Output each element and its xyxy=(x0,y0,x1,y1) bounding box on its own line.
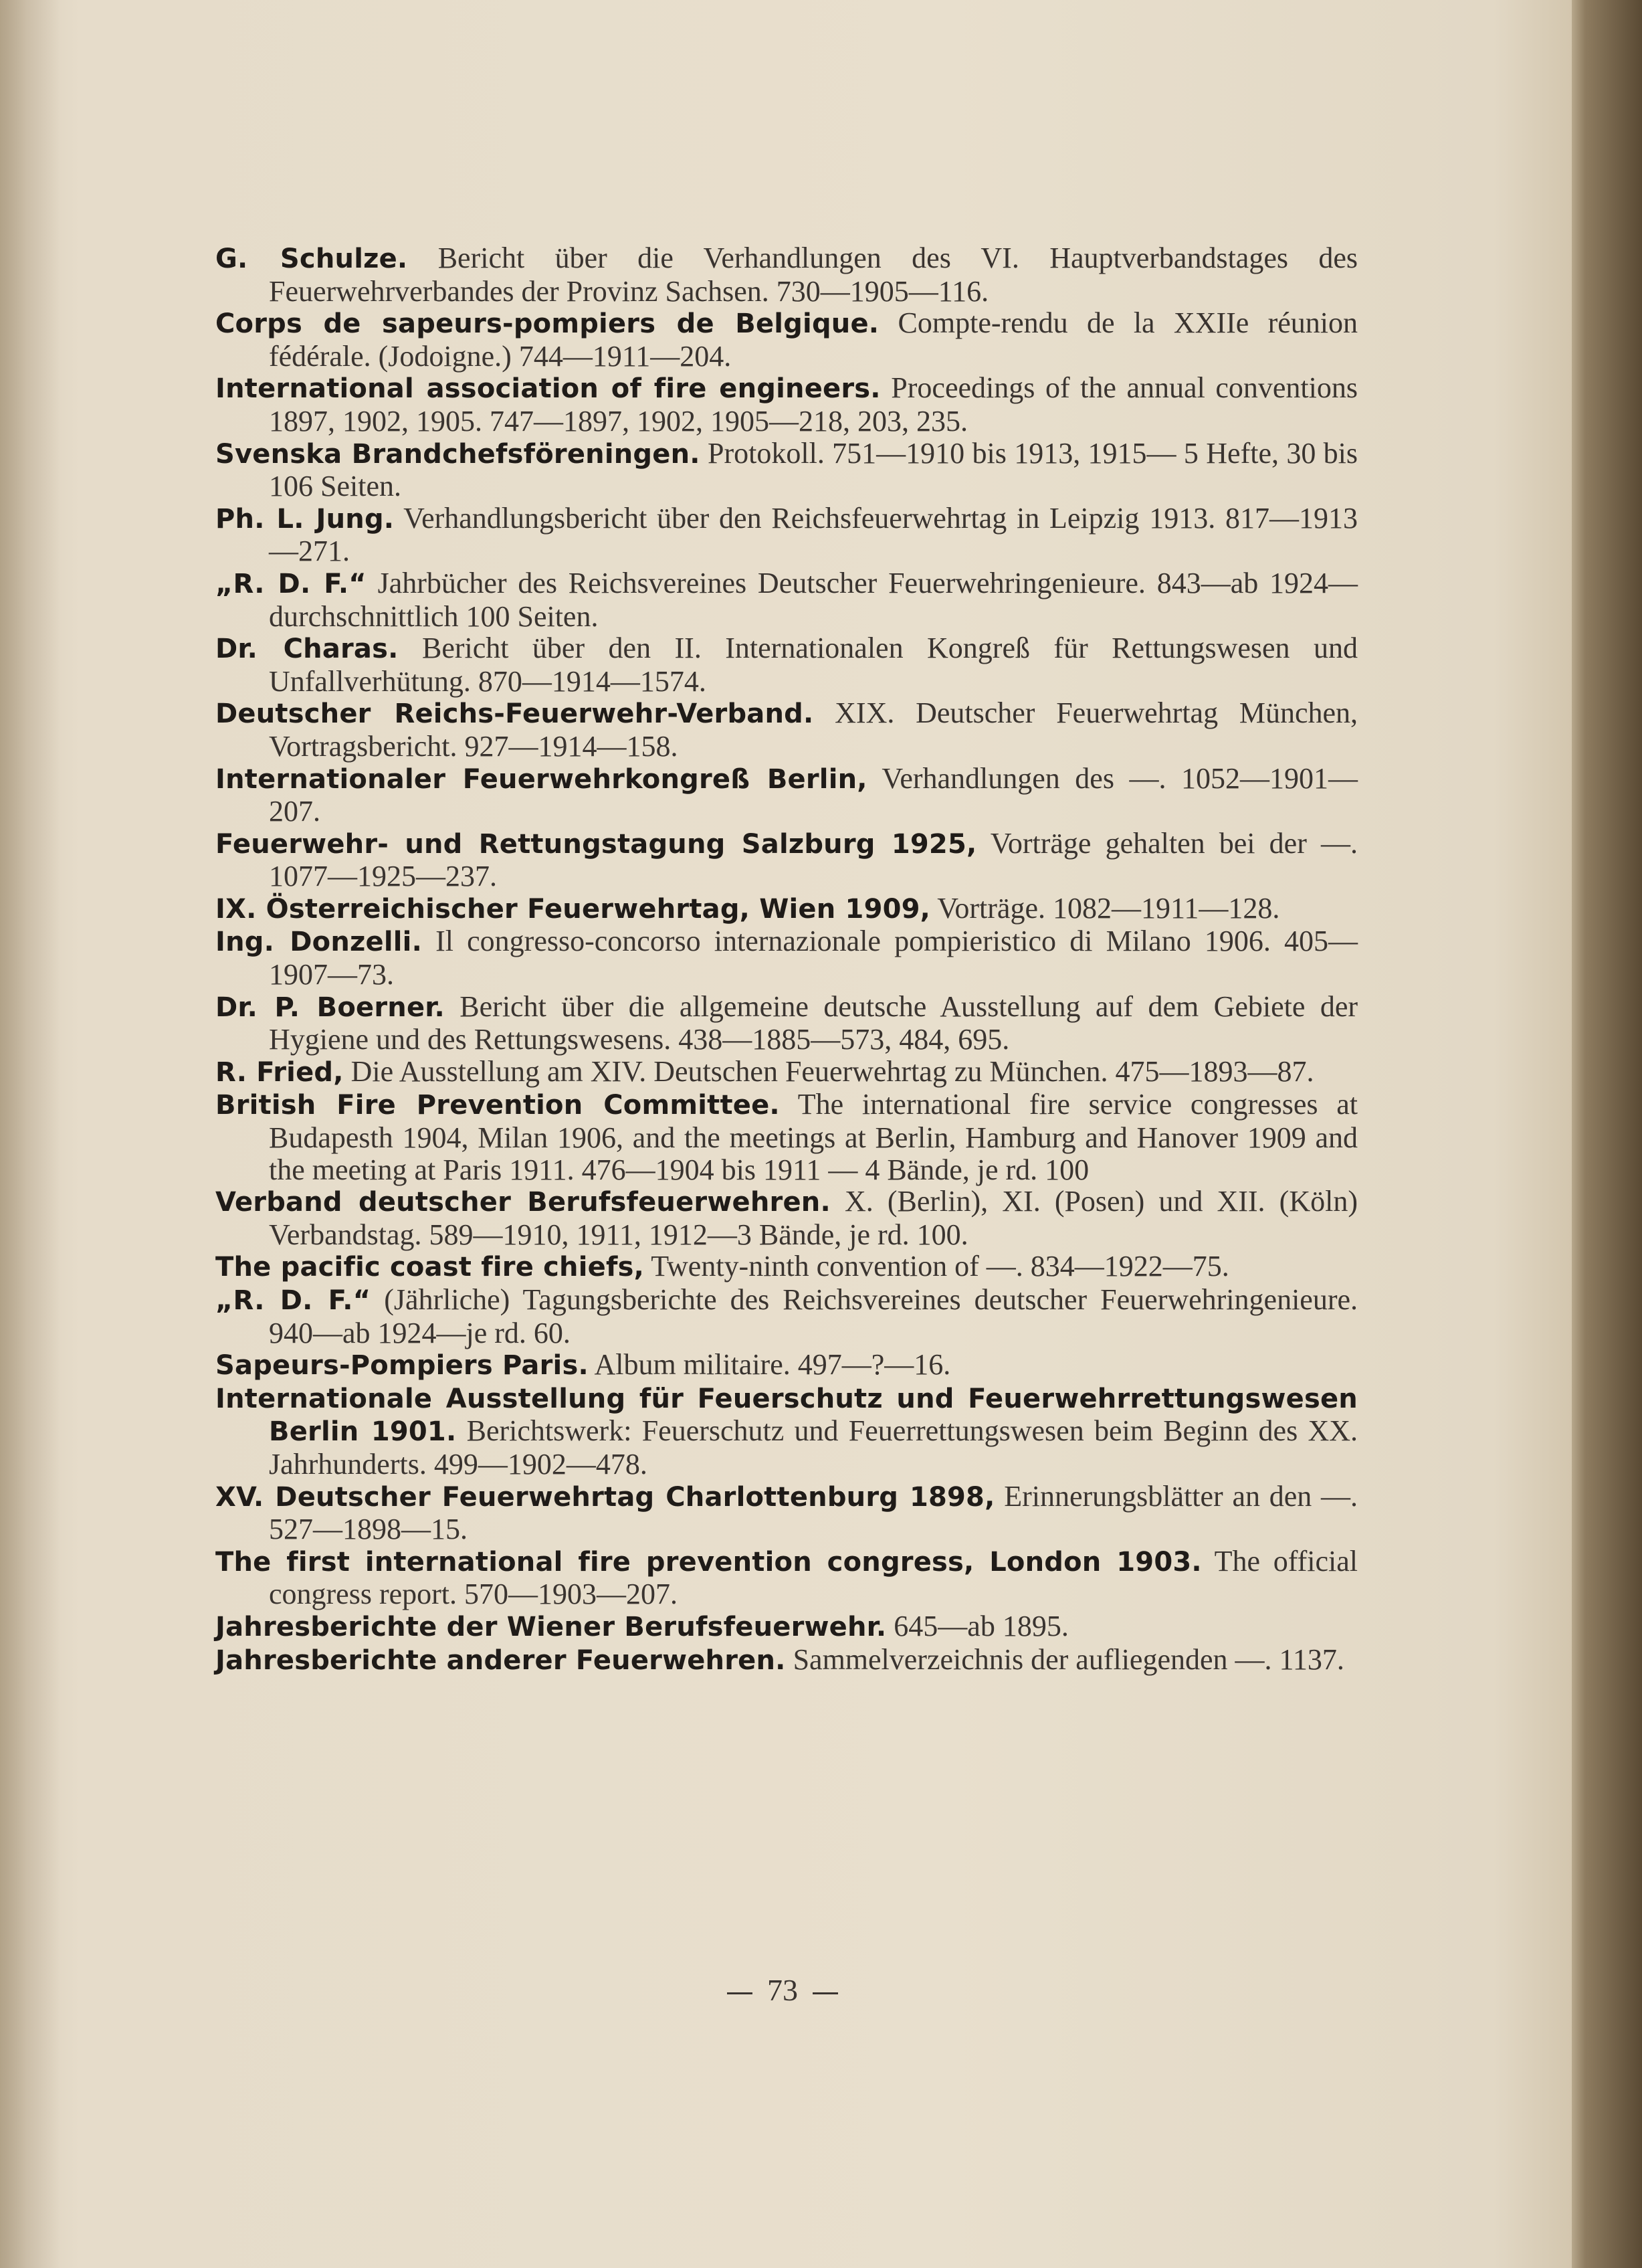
entry-text: Verhandlungen des —. 1052—1901—207. xyxy=(269,761,1358,828)
entry-text: Verhandlungsbericht über den Reichsfeuerwehrtag in Leipzig 1913. 817—1913—271. xyxy=(269,501,1358,568)
entry-text: Bericht über die allgemeine deutsche Ausstellung auf dem Gebiete der Hygiene und des Rettungswesens. 438—1885—573, 484, 695. xyxy=(269,989,1358,1056)
entry-heading: Dr. Charas. xyxy=(215,634,399,665)
entry-text: 645—ab 1895. xyxy=(894,1609,1069,1642)
entry-heading: Corps de sapeurs-pompiers de Belgique. xyxy=(215,308,880,340)
list-item xyxy=(215,763,1358,828)
entry-heading: Feuerwehr- und Rettungstagung Salzburg 1925, xyxy=(215,828,977,860)
entry-text: The international fire service congresses at Budapesth 1904, Milan 1906, and the meetings at Berlin, Hamburg and Hanover 1909 and the meeting at Paris 1911. 476—1904 bis 1911 — 4 Bände, je rd. 100 xyxy=(269,1088,1358,1186)
list-item xyxy=(215,991,1358,1056)
list-item xyxy=(215,307,1358,372)
entry-text: Bericht über den II. Internationalen Kongreß für Rettungswesen und Unfallverhütung. 870—1914—1574. xyxy=(269,632,1358,698)
list-item xyxy=(215,1545,1358,1610)
entry-heading: XV. Deutscher Feuerwehrtag Charlottenburg 1898, xyxy=(215,1481,995,1513)
entry-text: Compte-rendu de la XXIIe réunion fédérale. (Jodoigne.) 744—1911—204. xyxy=(269,306,1358,373)
entry-text: Bericht über die Verhandlungen des VI. Hauptverbandstages des Feuerwehrverbandes der Provinz Sachsen. 730—1905—116. xyxy=(269,242,1358,308)
entry-text: XIX. Deutscher Feuerwehrtag München, Vortragsbericht. 927—1914—158. xyxy=(269,696,1358,763)
entry-text: (Jährliche) Tagungsberichte des Reichsvereines deutscher Feuerwehringenieure. 940—ab 1924—je rd. 60. xyxy=(269,1283,1358,1349)
entry-heading: The first international fire prevention congress, London 1903. xyxy=(215,1546,1202,1578)
entry-text: Vorträge gehalten bei der —. 1077—1925—237. xyxy=(269,826,1358,893)
list-item xyxy=(215,925,1358,990)
entry-text: Die Ausstellung am XIV. Deutschen Feuerwehrtag zu München. 475—1893—87. xyxy=(350,1054,1314,1088)
entry-text: Sammelverzeichnis der aufliegenden —. 1137. xyxy=(793,1642,1344,1676)
list-item xyxy=(215,632,1358,697)
list-item xyxy=(215,1186,1358,1250)
list-item xyxy=(215,1284,1358,1349)
entry-text: Vorträge. 1082—1911—128. xyxy=(937,891,1280,925)
list-item xyxy=(215,1481,1358,1545)
list-item xyxy=(215,1382,1358,1481)
entry-text: Album militaire. 497—?—16. xyxy=(594,1348,951,1382)
page-edge xyxy=(1572,0,1642,2268)
page-number-dash-right xyxy=(813,1992,838,1994)
entry-heading: Deutscher Reichs-Feuerwehr-Verband. xyxy=(215,698,814,730)
entry-heading: „R. D. F.“ xyxy=(215,568,367,599)
entry-text: Jahrbücher des Reichsvereines Deutscher Feuerwehringenieure. 843—ab 1924—durchschnittlich 100 Seiten. xyxy=(269,566,1358,633)
entry-heading: British Fire Prevention Committee. xyxy=(215,1090,780,1121)
list-item xyxy=(215,1644,1358,1677)
gutter-shadow xyxy=(0,0,60,2268)
entry-heading: G. Schulze. xyxy=(215,244,408,274)
entry-text: Protokoll. 751—1910 bis 1913, 1915— 5 Hefte, 30 bis 106 Seiten. xyxy=(269,436,1358,503)
list-item xyxy=(215,567,1358,632)
entry-text: Proceedings of the annual conventions 1897, 1902, 1905. 747—1897, 1902, 1905—218, 203, 235. xyxy=(269,371,1358,438)
page-number-value: 73 xyxy=(767,1973,798,2007)
entry-heading: Svenska Brandchefsföreningen. xyxy=(215,438,700,470)
list-item xyxy=(215,1056,1358,1089)
entry-heading: Ph. L. Jung. xyxy=(215,503,395,535)
list-item xyxy=(215,1250,1358,1284)
entry-heading: The pacific coast fire chiefs, xyxy=(215,1252,644,1283)
list-item xyxy=(215,1349,1358,1382)
entry-heading: Jahresberichte anderer Feuerwehren. xyxy=(215,1644,786,1676)
entry-heading: R. Fried, xyxy=(215,1056,344,1088)
entry-heading: Internationale Ausstellung für Feuerschutz und Feuerwehrrettungswesen Berlin 1901. xyxy=(215,1383,1358,1448)
entry-text: X. (Berlin), XI. (Posen) und XII. (Köln) Verbandstag. 589—1910, 1911, 1912—3 Bände, je rd. 100. xyxy=(269,1185,1358,1251)
list-item xyxy=(215,372,1358,437)
entry-heading: Dr. P. Boerner. xyxy=(215,991,445,1023)
entry-heading: Ing. Donzelli. xyxy=(215,927,422,958)
list-item xyxy=(215,697,1358,762)
list-item xyxy=(215,1610,1358,1644)
bibliography-list xyxy=(215,242,1358,1677)
entry-heading: IX. Österreichischer Feuerwehrtag, Wien 1909, xyxy=(215,893,931,925)
entry-heading: „R. D. F.“ xyxy=(215,1285,371,1316)
entry-text: The official congress report. 570—1903—207. xyxy=(269,1544,1358,1611)
entry-text: Il congresso-concorso internazionale pompieristico di Milano 1906. 405—1907—73. xyxy=(269,925,1358,991)
list-item xyxy=(215,892,1358,926)
entry-text: Twenty-ninth convention of —. 834—1922—75. xyxy=(651,1250,1229,1283)
list-item xyxy=(215,438,1358,502)
list-item xyxy=(215,1089,1358,1186)
entry-heading: Sapeurs-Pompiers Paris. xyxy=(215,1350,589,1382)
list-item xyxy=(215,502,1358,567)
entry-heading: International association of fire engineers. xyxy=(215,373,881,405)
list-item xyxy=(215,828,1358,892)
entry-text: Berichtswerk: Feuerschutz und Feuerrettungswesen beim Beginn des XX. Jahrhunderts. 499—1902—478. xyxy=(269,1414,1358,1481)
entry-heading: Jahresberichte der Wiener Berufsfeuerwehr. xyxy=(215,1611,887,1642)
entry-heading: Verband deutscher Berufsfeuerwehren. xyxy=(215,1187,831,1218)
entry-text: Erinnerungsblätter an den —. 527—1898—15. xyxy=(269,1479,1358,1546)
page-number-dash-left xyxy=(727,1992,752,1994)
page-number xyxy=(702,1972,863,2008)
list-item xyxy=(215,242,1358,307)
entry-heading: Internationaler Feuerwehrkongreß Berlin, xyxy=(215,763,867,795)
